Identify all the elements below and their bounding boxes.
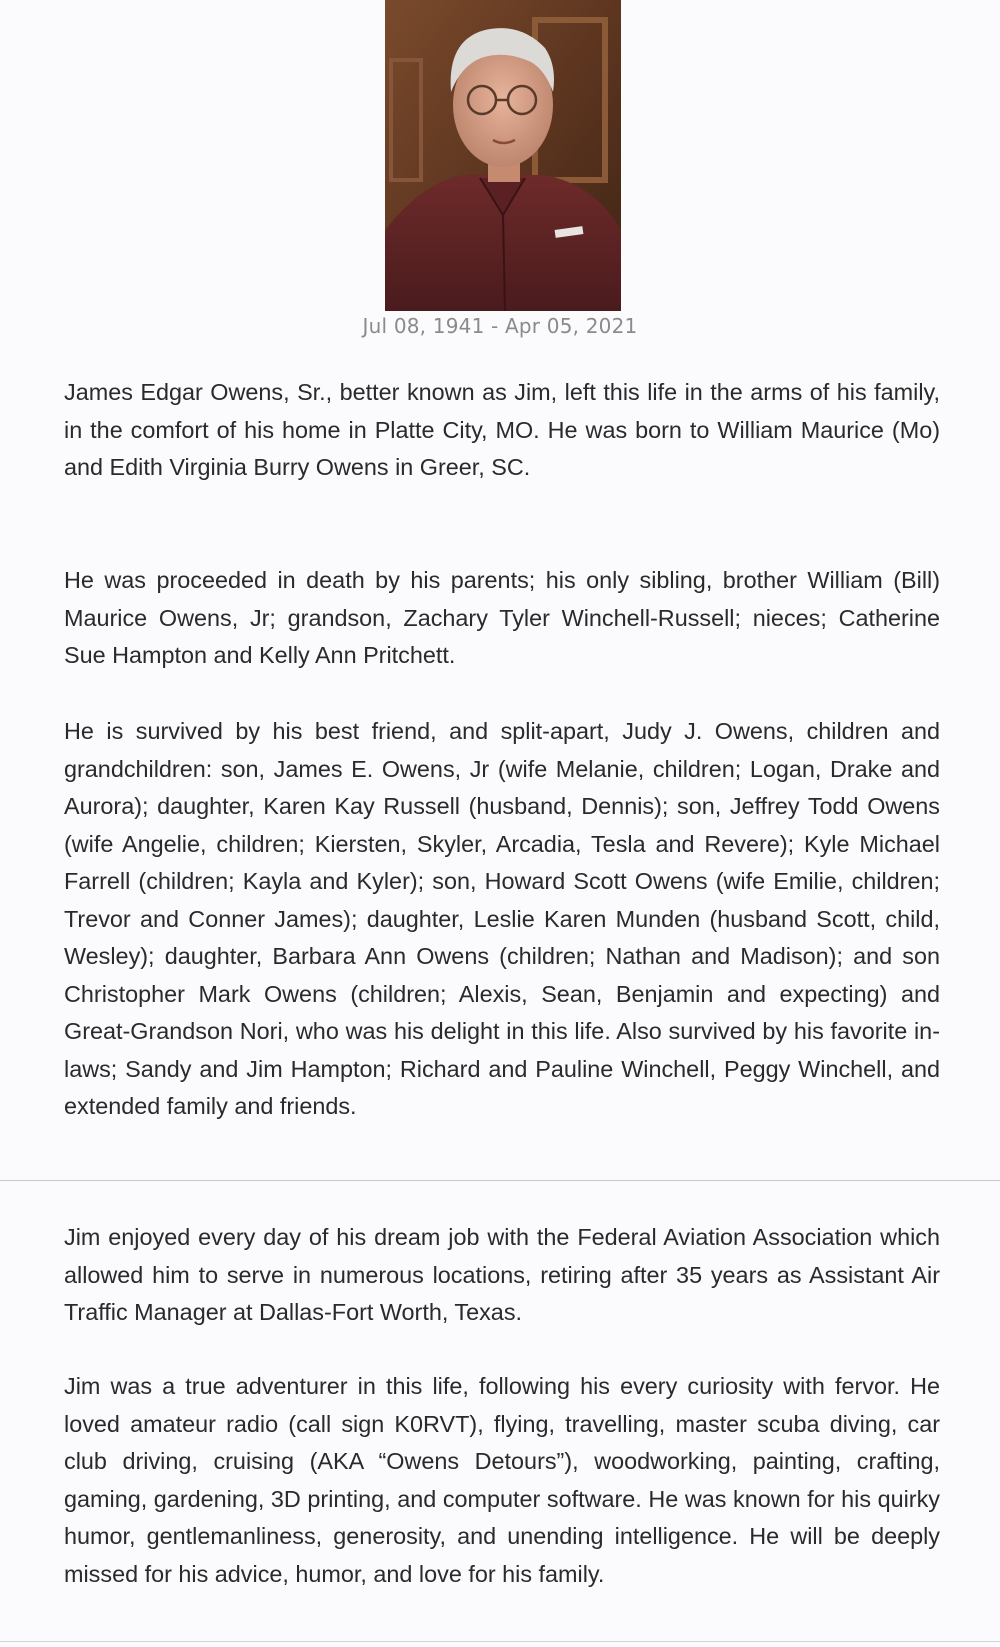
paragraph-career: Jim enjoyed every day of his dream job with the Federal Aviation Association which allowed him to serve in numerous locations, retiring after 35 years as Assistant Air Traffic Manager at Dallas-Fort Worth, Texas. — [64, 1224, 940, 1325]
page-bottom-edge — [0, 1641, 1000, 1642]
paragraph-preceded-in-death: He was proceeded in death by his parents; his only sibling, brother William (Bill) Maurice Owens, Jr; grandson, Zachary Tyler Winchell-Russell; nieces; Catherine Sue Hampton and Kelly Ann Pritchett. — [64, 567, 940, 668]
portrait-photo — [385, 0, 621, 311]
paragraph-intro: James Edgar Owens, Sr., better known as Jim, left this life in the arms of his family, in the comfort of his home in Platte City, MO. He was born to William Maurice (Mo) and Edith Virginia Burry Owens in Greer, SC. — [64, 379, 940, 480]
page-fold-divider — [0, 1180, 1000, 1181]
portrait-illustration — [385, 0, 621, 311]
life-dates: Jul 08, 1941 - Apr 05, 2021 — [362, 314, 638, 338]
paragraph-survivors: He is survived by his best friend, and split-apart, Judy J. Owens, children and grandchildren: son, James E. Owens, Jr (wife Melanie, children; Logan, Drake and Aurora); daughter, Karen Kay Russell (husband, Dennis); son, Jeffrey Todd Owens (wife Angelie, children; Kiersten, Skyler, Arcadia, Tesla and Revere); Kyle Michael Farrell (children; Kayla and Kyler); son, Howard Scott Owens (wife Emilie, children; Trevor and Conner James); daughter, Leslie Karen Munden (husband Scott, child, Wesley); daughter, Barbara Ann Owens (children; Nathan and Madison); and son Christopher Mark Owens (children; Alexis, Sean, Benjamin and expecting) and Great-Grandson Nori, who was his delight in this life. Also survived by his favorite in-laws; Sandy and Jim Hampton; Richard and Pauline Winchell, Peggy Winchell, and extended family and friends. — [64, 718, 940, 1119]
paragraph-interests: Jim was a true adventurer in this life, following his every curiosity with fervor. He loved amateur radio (call sign K0RVT), flying, travelling, master scuba diving, car club driving, cruising (AKA “Owens Detours”), woodworking, painting, crafting, gaming, gardening, 3D printing, and computer software. He was known for his quirky humor, gentlemanliness, generosity, and unending intelligence. He will be deeply missed for his advice, humor, and love for his family. — [64, 1373, 940, 1587]
